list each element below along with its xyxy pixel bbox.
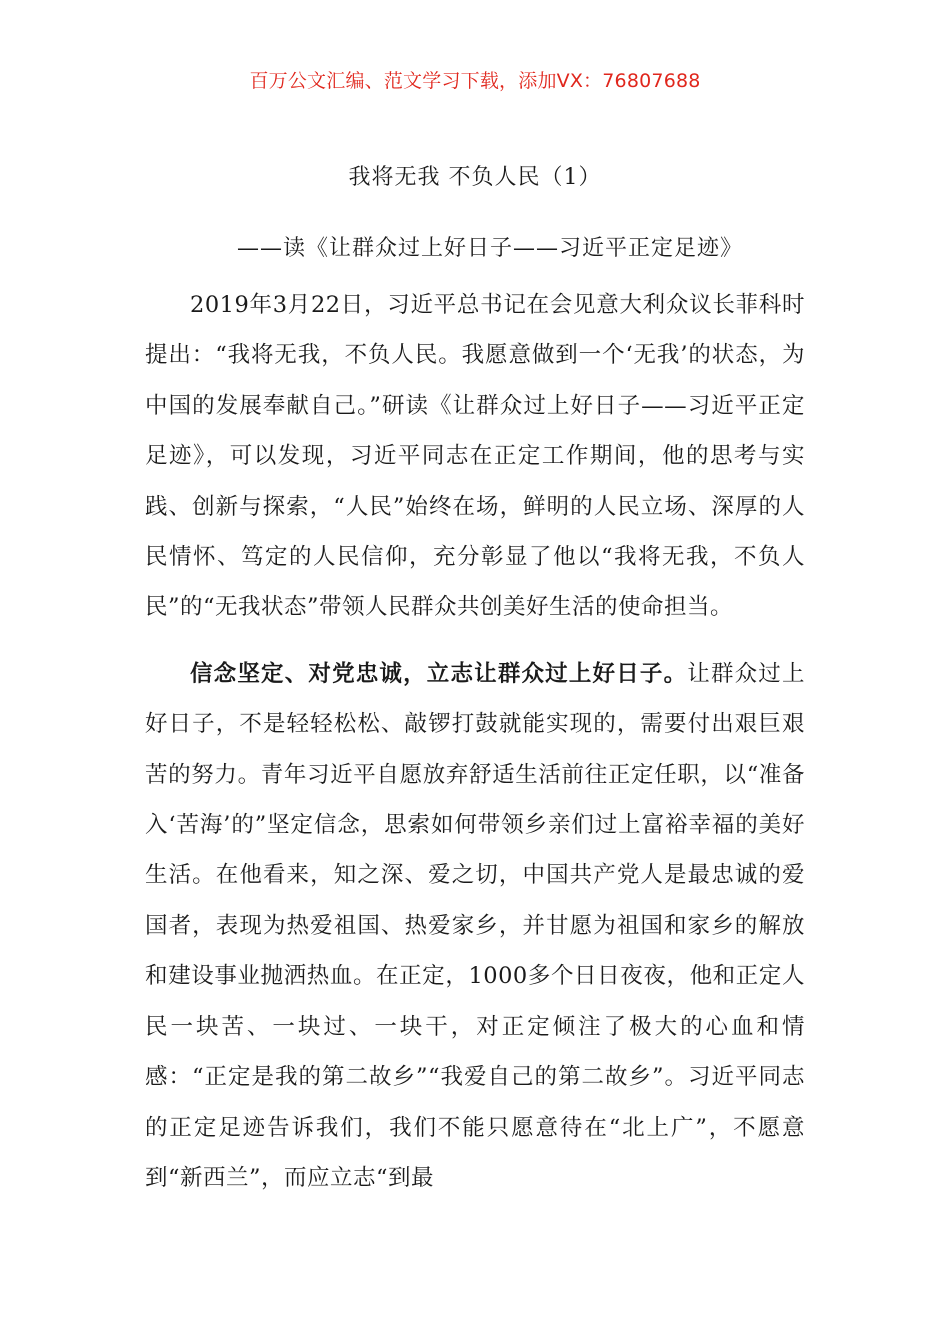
paragraph-2-text: 让群众过上好日子，不是轻轻松松、敲锣打鼓就能实现的，需要付出艰巨艰苦的努力。青年习近平自愿放弃舒适生活前往正定任职，以“准备入‘苦海’的”坚定信念，思索如何带领乡亲们过上富裕幸福的美好生活。在他看来，知之深、爱之切，中国共产党人是最忠诚的爱国者，表现为热爱祖国、热爱家乡，并甘愿为祖国和家乡的解放和建设事业抛洒热血。在正定，1000多个日日夜夜，他和正定人民一块苦、一块过、一块干，对正定倾注了极大的心血和情感：“正定是我的第二故乡”“我爱自己的第二故乡”。习近平同志的正定足迹告诉我们，我们不能只愿意待在“北上广”，不愿意到“新西兰”，而应立志“到最 <box>145 660 805 1191</box>
paragraph-1 <box>145 280 805 633</box>
paragraph-2-lead: 信念坚定、对党忠诚，立志让群众过上好日子。 <box>190 660 688 687</box>
document-title: 我将无我 不负人民（1） <box>348 165 602 190</box>
paragraph-1-text: 2019年3月22日，习近平总书记在会见意大利众议长菲科时提出：“我将无我，不负人民。我愿意做到一个‘无我’的状态，为中国的发展奉献自己。”研读《让群众过上好日子——习近平正定足迹》，可以发现，习近平同志在正定工作期间，他的思考与实践、创新与探索，“人民”始终在场，鲜明的人民立场、深厚的人民情怀、笃定的人民信仰，充分彰显了他以“我将无我，不负人民”的“无我状态”带领人民群众共创美好生活的使命担当。 <box>145 292 805 621</box>
paragraph-2 <box>145 649 805 1203</box>
document-subtitle: ——读《让群众过上好日子——习近平正定足迹》 <box>237 236 744 261</box>
document-body <box>145 280 805 1203</box>
header-banner: 百万公文汇编、范文学习下载，添加VX：76807688 <box>249 70 701 92</box>
